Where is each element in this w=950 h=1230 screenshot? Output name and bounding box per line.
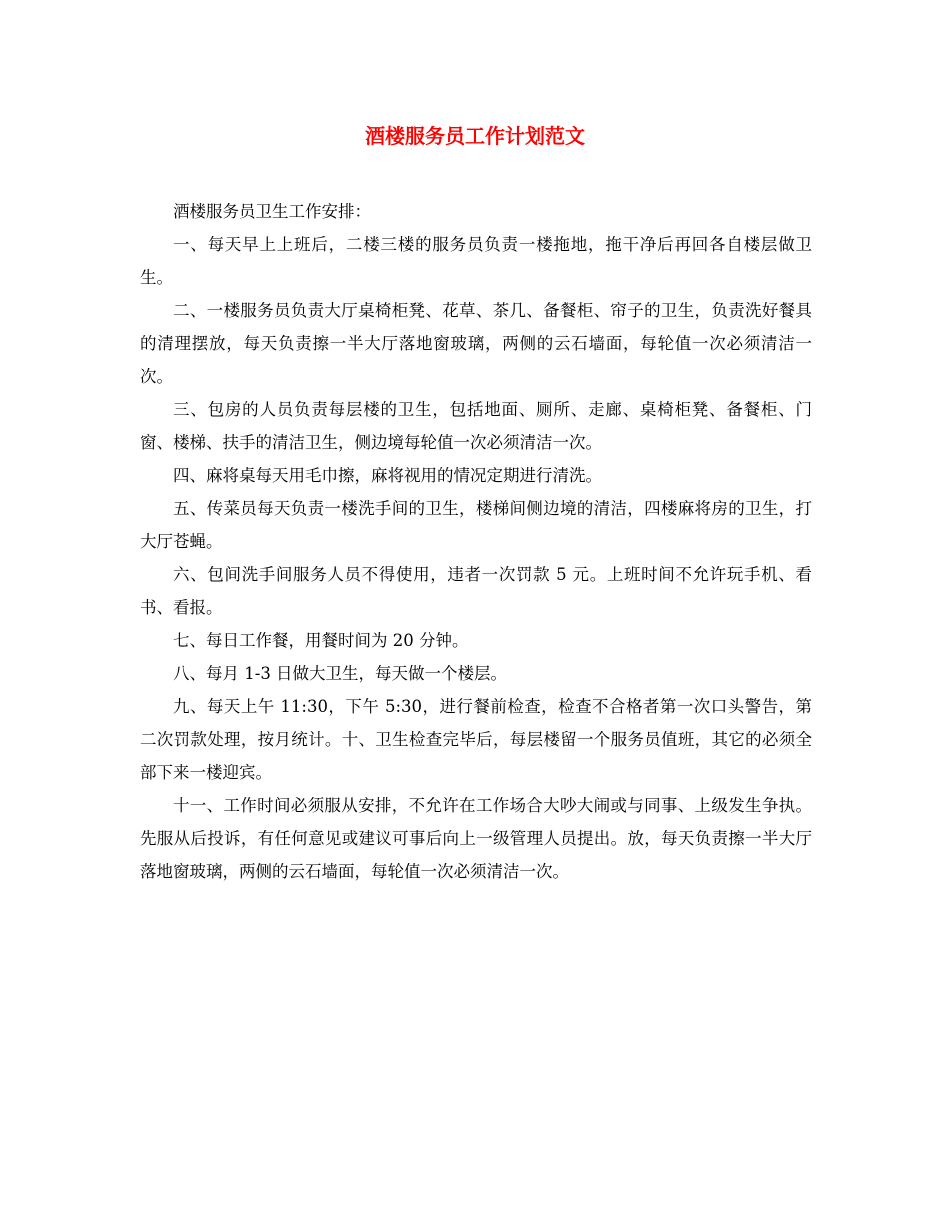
paragraph-8: 八、每月 1-3 日做大卫生，每天做一个楼层。: [173, 664, 508, 683]
paragraph-11: 十一、工作时间必须服从安排，不允许在工作场合大吵大闹或与同事、上级发生争执。先服从后投诉，有任何意见或建议可事后向上一级管理人员提出。放，每天负责擦一半大厅落地窗玻璃，两侧的云石墙面，每轮值一次必须清洁一次。: [140, 796, 812, 881]
paragraph-3: 三、包房的人员负责每层楼的卫生，包括地面、厕所、走廊、桌椅柜凳、备餐柜、门窗、楼梯、扶手的清洁卫生，侧边境每轮值一次必须清洁一次。: [140, 400, 812, 452]
paragraph-6: 六、包间洗手间服务人员不得使用，违者一次罚款 5 元。上班时间不允许玩手机、看书、看报。: [140, 565, 812, 617]
paragraph-5: 五、传菜员每天负责一楼洗手间的卫生，楼梯间侧边境的清洁，四楼麻将房的卫生，打大厅苍蝇。: [140, 499, 812, 551]
paragraph-7: 七、每日工作餐，用餐时间为 20 分钟。: [173, 631, 469, 650]
paragraph-9: 九、每天上午 11:30，下午 5:30，进行餐前检查，检查不合格者第一次口头警告，第二次罚款处理，按月统计。十、卫生检查完毕后，每层楼留一个服务员值班，其它的必须全部下来一楼迎宾。: [140, 697, 812, 782]
document-title: 酒楼服务员工作计划范文: [365, 124, 585, 148]
paragraph-2: 二、一楼服务员负责大厅桌椅柜凳、花草、茶几、备餐柜、帘子的卫生，负责洗好餐具的清理摆放，每天负责擦一半大厅落地窗玻璃，两侧的云石墙面，每轮值一次必须清洁一次。: [140, 301, 812, 386]
paragraph-intro: 酒楼服务员卫生工作安排：: [173, 202, 371, 221]
paragraph-1: 一、每天早上上班后，二楼三楼的服务员负责一楼拖地，拖干净后再回各自楼层做卫生。: [140, 235, 812, 287]
document-body: [140, 195, 812, 888]
paragraph-4: 四、麻将桌每天用毛巾擦，麻将视用的情况定期进行清洗。: [173, 466, 602, 485]
